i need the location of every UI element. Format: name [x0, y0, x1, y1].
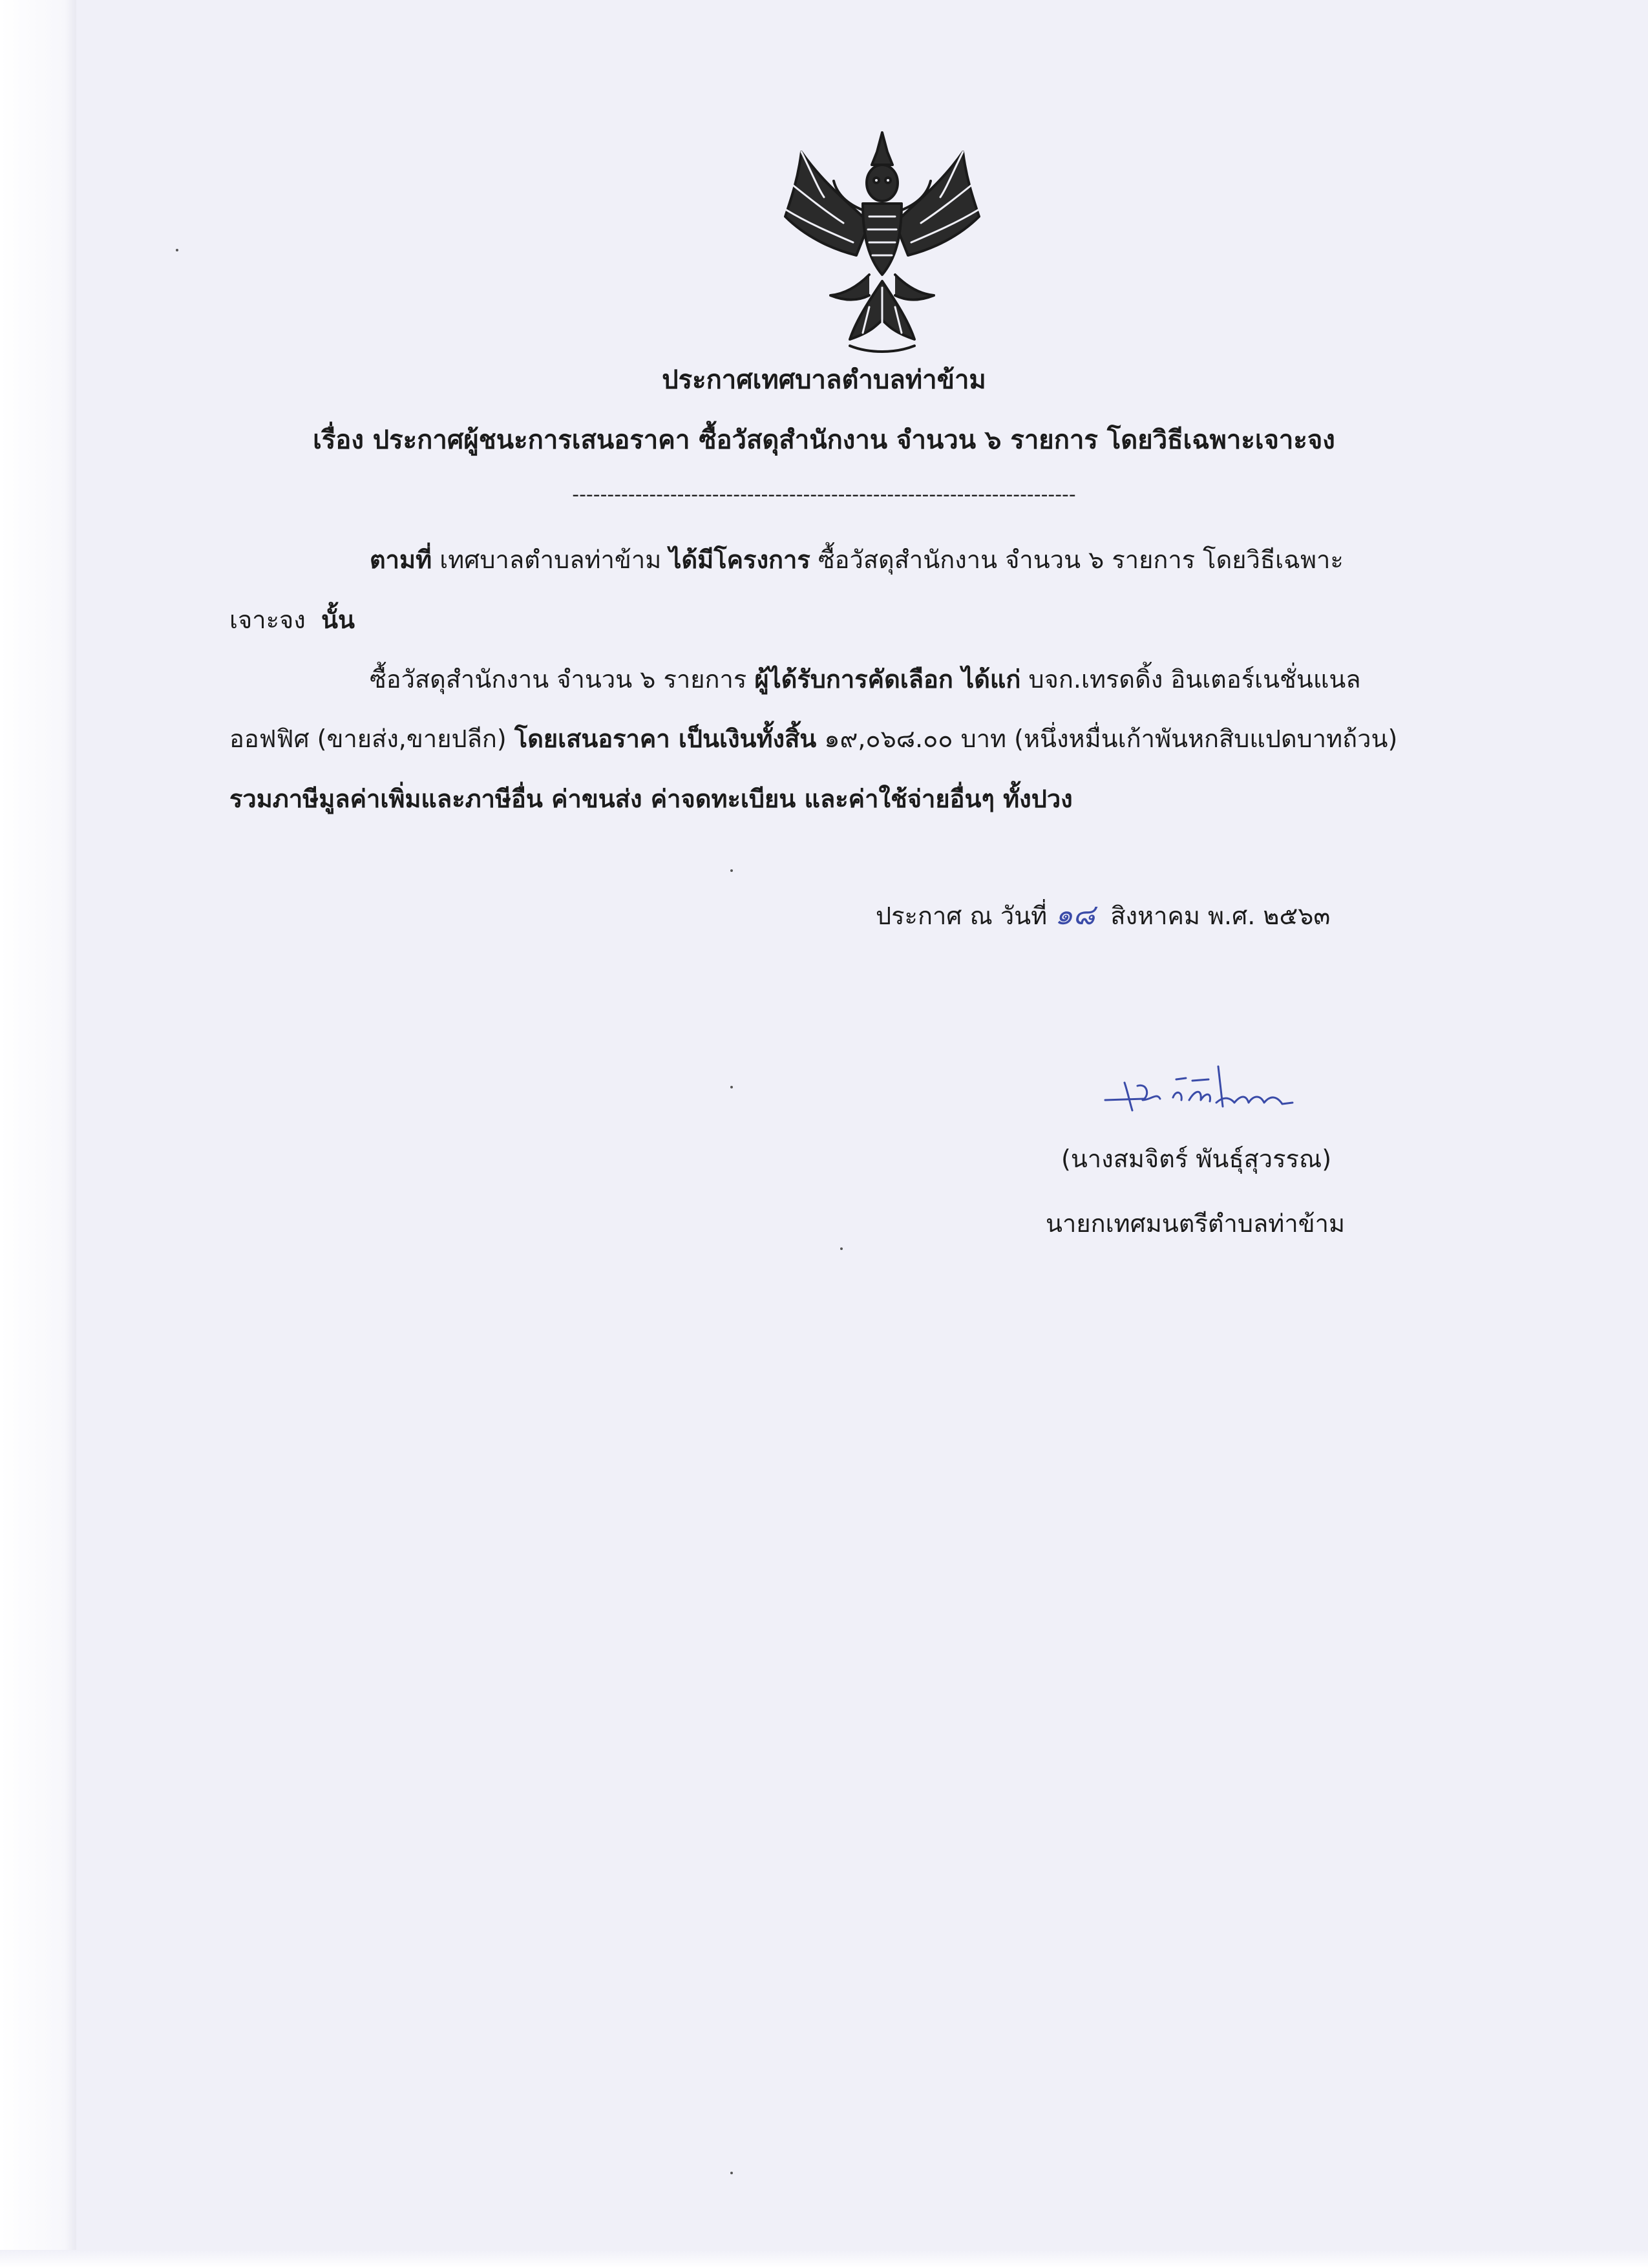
signer-name: (นางสมจิตร์ พันธุ์สุวรรณ) — [1061, 1145, 1332, 1173]
announcement-date — [876, 892, 1330, 937]
scan-speck — [176, 249, 178, 251]
paragraph-2-line-3 — [229, 779, 1073, 818]
text-run: เจาะจง — [229, 606, 306, 634]
scan-left-edge — [0, 0, 76, 2268]
scan-bottom-edge — [0, 2250, 1648, 2268]
text-run: โดยเสนอราคา เป็นเงินทั้งสิ้น — [514, 725, 817, 753]
text-run: ซื้อวัสดุสำนักงาน จำนวน ๖ รายการ โดยวิธีเฉพาะ — [818, 546, 1344, 574]
announcement-subject: เรื่อง ประกาศผู้ชนะการเสนอราคา ซื้อวัสดุสำนักงาน จำนวน ๖ รายการ โดยวิธีเฉพาะเจาะจง — [313, 425, 1335, 455]
date-prefix: ประกาศ ณ วันที่ — [876, 902, 1048, 930]
announcement-title: ประกาศเทศบาลตำบลท่าข้าม — [662, 365, 986, 395]
paragraph-1-line-2 — [229, 600, 355, 639]
signer-position: นายกเทศมนตรีตำบลท่าข้าม — [1046, 1209, 1346, 1238]
text-run: ได้มีโครงการ — [669, 546, 810, 574]
text-run: ซื้อวัสดุสำนักงาน จำนวน ๖ รายการ — [370, 665, 747, 694]
paragraph-2-line-1 — [370, 659, 1361, 699]
garuda-emblem-icon — [772, 126, 992, 359]
scan-speck — [730, 869, 733, 872]
paragraph-2-line-2 — [229, 719, 1397, 758]
text-run: ออฟฟิศ (ขายส่ง,ขายปลีก) — [229, 725, 507, 753]
text-run: เทศบาลตำบลท่าข้าม — [439, 546, 662, 574]
handwritten-day: ๑๘ — [1055, 898, 1095, 931]
paragraph-1-line-1 — [370, 540, 1344, 579]
scan-speck — [730, 2172, 733, 2174]
handwritten-signature-icon — [1099, 1054, 1312, 1131]
text-run: ผู้ได้รับการคัดเลือก ได้แก่ — [754, 665, 1021, 694]
scan-speck — [840, 1247, 843, 1250]
date-month-year: สิงหาคม พ.ศ. ๒๕๖๓ — [1110, 902, 1331, 930]
text-run: บจก.เทรดดิ้ง อินเตอร์เนชั่นแนล — [1028, 665, 1361, 694]
text-run: นั้น — [321, 606, 355, 634]
text-run: ๑๙,๐๖๘.๐๐ บาท (หนึ่งหมื่นเก้าพันหกสิบแปดบาทถ้วน) — [824, 725, 1398, 753]
scan-speck — [730, 1086, 733, 1088]
text-run: รวมภาษีมูลค่าเพิ่มและภาษีอื่น ค่าขนส่ง ค่าจดทะเบียน และค่าใช้จ่ายอื่นๆ ทั้งปวง — [229, 785, 1073, 813]
divider-line: ------------------------------------------------------------------------ — [572, 483, 1076, 506]
text-run: ตามที่ — [370, 546, 432, 574]
